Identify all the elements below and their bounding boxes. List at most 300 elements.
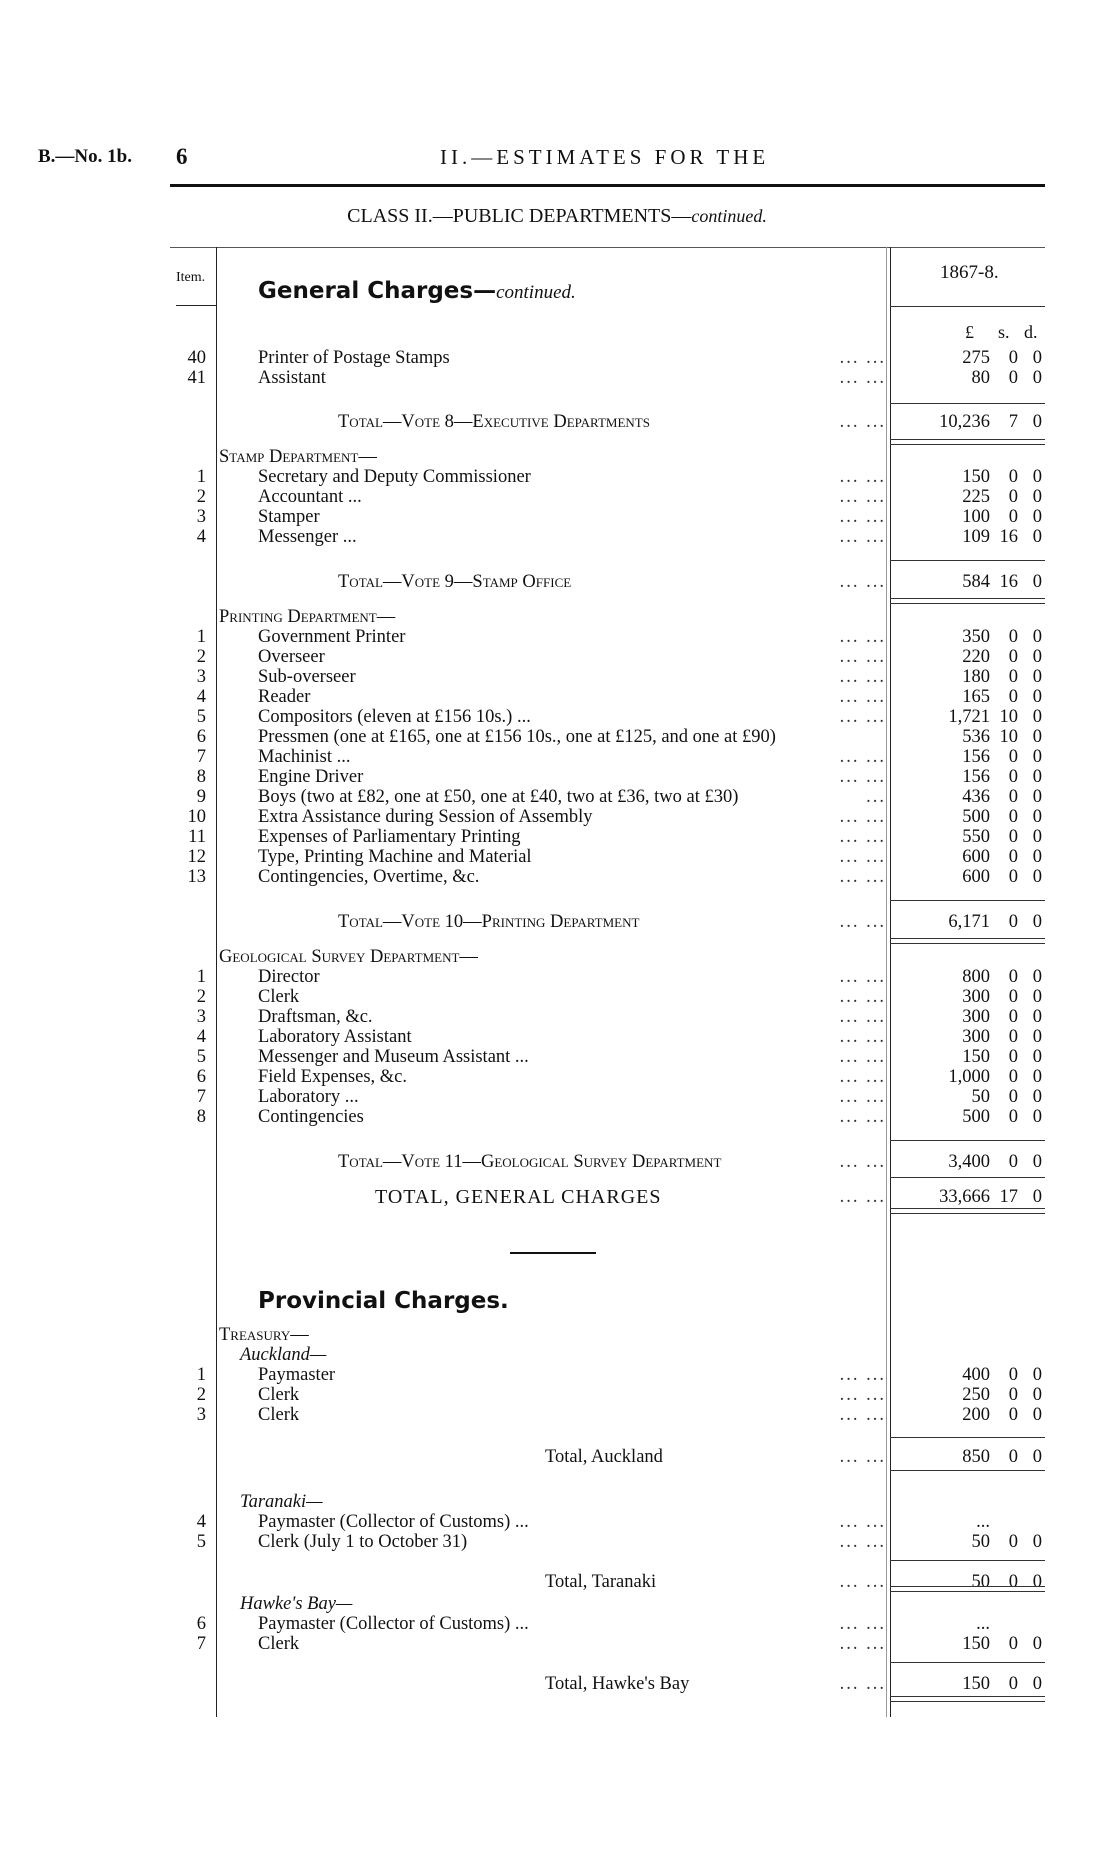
total-rule [890,560,1045,561]
rows-row [0,607,1114,627]
rows-row [0,987,1114,1007]
amount-shillings: 0 [1008,1027,1018,1047]
amount-pence: 0 [1032,847,1042,867]
amount-pence: 0 [1032,1385,1042,1405]
line-description: Stamper [258,507,320,527]
amount-pounds: 300 [962,1027,990,1047]
document-reference: B.—No. 1b. [38,146,132,167]
item-number: 13 [187,867,206,887]
shillings-header: s. [998,322,1010,342]
line-description: Compositors (eleven at £156 10s.) ... [258,707,531,727]
leader-dots: ... ... [839,912,886,932]
line-description: Printer of Postage Stamps [258,348,450,368]
amount-shillings: 0 [1008,1674,1018,1694]
amount-shillings: 10 [999,707,1018,727]
year-column-header: 1867-8. [940,262,999,283]
amount-pounds: 800 [962,967,990,987]
amount-shillings: 0 [1008,1385,1018,1405]
rows-row [0,1027,1114,1047]
leader-dots: ... ... [839,1107,886,1127]
double-total-rule [890,598,1045,604]
header-rule [170,184,1045,187]
amount-pence: 0 [1032,867,1042,887]
amount-pounds: ... [976,1614,990,1634]
leader-dots: ... ... [839,1187,886,1207]
item-number: 7 [196,747,206,767]
amount-shillings: 0 [1008,667,1018,687]
amount-pounds: 109 [962,527,990,547]
amount-pence: 0 [1032,507,1042,527]
item-header-rule [176,305,216,306]
prows-row [0,1614,1114,1634]
amount-shillings: 0 [1008,627,1018,647]
line-description: Overseer [258,647,325,667]
rows-row [0,787,1114,807]
section-divider [510,1252,596,1254]
line-description: Type, Printing Machine and Material [258,847,532,867]
line-description: Clerk [258,1634,300,1654]
amount-pounds: 300 [962,987,990,1007]
item-number: 11 [188,827,206,847]
line-description: Total—Vote 8—Executive Departments [338,412,650,432]
leader-dots: ... ... [839,412,886,432]
item-number: 3 [196,1007,206,1027]
line-description: Engine Driver [258,767,364,787]
amount-shillings: 0 [1008,827,1018,847]
line-description: TOTAL, GENERAL CHARGES [375,1186,662,1208]
amount-pence: 0 [1032,987,1042,1007]
rows-row [0,847,1114,867]
item-number: 4 [196,527,206,547]
prows-row [0,1674,1114,1694]
item-number: 3 [196,507,206,527]
rows-row [0,967,1114,987]
total-rule [890,1140,1045,1141]
item-number: 4 [196,1512,206,1532]
leader-dots: ... ... [839,747,886,767]
leader-dots: ... ... [839,847,886,867]
rows-row [0,767,1114,787]
amount-pounds: 165 [962,687,990,707]
amount-pence: 0 [1032,807,1042,827]
year-header-rule [890,306,1045,307]
amount-pounds: 50 [971,1532,990,1552]
amount-pence: 0 [1032,1047,1042,1067]
line-description: Boys (two at £82, one at £50, one at £40, two at £36, two at £30) [258,787,739,807]
rows-row [0,1007,1114,1027]
amount-shillings: 0 [1008,1447,1018,1467]
leader-dots: ... ... [839,967,886,987]
leader-dots: ... ... [839,1067,886,1087]
line-description: Paymaster (Collector of Customs) ... [258,1512,529,1532]
leader-dots: ... ... [839,707,886,727]
double-total-rule [890,1586,1045,1592]
amount-pence: 0 [1032,467,1042,487]
leader-dots: ... ... [839,487,886,507]
total-rule [890,1662,1045,1663]
item-number: 1 [196,467,206,487]
amount-pounds: 10,236 [939,412,990,432]
leader-dots: ... ... [839,1614,886,1634]
general-charges-continued: continued. [496,282,576,303]
rows-row [0,368,1114,388]
amount-pounds: 300 [962,1007,990,1027]
amount-pounds: 550 [962,827,990,847]
rows-row [0,447,1114,467]
item-number: 10 [187,807,206,827]
prows-row [0,1325,1114,1345]
line-description: Taranaki— [240,1492,323,1512]
rows-row [0,1152,1114,1172]
leader-dots: ... [866,787,886,807]
amount-pounds: 150 [962,1047,990,1067]
rows-row [0,747,1114,767]
rows-row [0,572,1114,592]
class-title [0,205,1114,228]
line-description: Total, Auckland [545,1447,663,1467]
rows-row [0,1067,1114,1087]
amount-shillings: 7 [1008,412,1018,432]
total-rule [890,1470,1045,1471]
line-description: Total, Taranaki [545,1572,657,1592]
rows-row [0,667,1114,687]
amount-pence: 0 [1032,747,1042,767]
line-description: Assistant [258,368,326,388]
amount-pounds: 1,000 [948,1067,990,1087]
amount-pence: 0 [1032,627,1042,647]
leader-dots: ... ... [839,1512,886,1532]
line-description: Printing Department— [219,607,396,627]
rows-row [0,507,1114,527]
amount-pounds: 150 [962,1674,990,1694]
item-number: 3 [196,1405,206,1425]
amount-pence: 0 [1032,1107,1042,1127]
amount-pence: 0 [1032,787,1042,807]
amount-pence: 0 [1032,1447,1042,1467]
amount-pence: 0 [1032,667,1042,687]
amount-pence: 0 [1032,1532,1042,1552]
line-description: Laboratory ... [258,1087,359,1107]
amount-shillings: 0 [1008,1152,1018,1172]
prows-row [0,1512,1114,1532]
line-description: Treasury— [219,1325,309,1345]
line-description: Total—Vote 10—Printing Department [338,912,640,932]
amount-pounds: 500 [962,807,990,827]
line-description: Machinist ... [258,747,351,767]
rows-row [0,627,1114,647]
leader-dots: ... ... [839,1405,886,1425]
amount-shillings: 0 [1008,847,1018,867]
line-description: Laboratory Assistant [258,1027,412,1047]
item-number: 5 [196,707,206,727]
leader-dots: ... ... [839,572,886,592]
leader-dots: ... ... [839,867,886,887]
amount-pence: 0 [1032,1674,1042,1694]
item-number: 8 [196,767,206,787]
amount-pence: 0 [1032,1067,1042,1087]
leader-dots: ... ... [839,1532,886,1552]
line-description: Paymaster [258,1365,336,1385]
rows-row [0,1107,1114,1127]
item-number: 1 [196,967,206,987]
item-number: 3 [196,667,206,687]
leader-dots: ... ... [839,667,886,687]
amount-shillings: 0 [1008,747,1018,767]
provincial-charges-title: Provincial Charges. [258,1288,509,1314]
line-description: Pressmen (one at £165, one at £156 10s., one at £125, and one at £90) [258,727,776,747]
leader-dots: ... ... [839,1007,886,1027]
amount-pence: 0 [1032,487,1042,507]
amount-pence: 0 [1032,572,1042,592]
item-column-header: Item. [176,270,206,285]
amount-pence: 0 [1032,348,1042,368]
line-description: Extra Assistance during Session of Assembly [258,807,593,827]
rows-row [0,412,1114,432]
amount-pounds: 3,400 [948,1152,990,1172]
amount-pounds: ... [976,1512,990,1532]
leader-dots: ... ... [839,807,886,827]
amount-pounds: 150 [962,467,990,487]
item-number: 4 [196,687,206,707]
leader-dots: ... ... [839,647,886,667]
rows-row [0,647,1114,667]
amount-pounds: 50 [971,1572,990,1592]
amount-shillings: 0 [1008,487,1018,507]
rows-row [0,687,1114,707]
amount-pounds: 200 [962,1405,990,1425]
amount-pounds: 156 [962,747,990,767]
amount-shillings: 0 [1008,1405,1018,1425]
line-description: Messenger and Museum Assistant ... [258,1047,529,1067]
amount-pence: 0 [1032,1152,1042,1172]
general-charges-title-text: General Charges— [258,278,497,304]
amount-pounds: 600 [962,867,990,887]
total-rule [890,1177,1045,1178]
amount-pounds: 100 [962,507,990,527]
amount-shillings: 0 [1008,1634,1018,1654]
amount-shillings: 0 [1008,1365,1018,1385]
rows-row [0,467,1114,487]
pence-header: d. [1024,322,1038,342]
line-description: Clerk [258,1385,300,1405]
line-description: Expenses of Parliamentary Printing [258,827,521,847]
amount-pence: 0 [1032,912,1042,932]
line-description: Clerk [258,1405,300,1425]
leader-dots: ... ... [839,987,886,1007]
amount-pence: 0 [1032,1027,1042,1047]
line-description: Accountant ... [258,487,362,507]
rows-row [0,1187,1114,1207]
amount-shillings: 0 [1008,767,1018,787]
leader-dots: ... ... [839,1634,886,1654]
amount-pence: 0 [1032,687,1042,707]
leader-dots: ... ... [839,767,886,787]
leader-dots: ... ... [839,527,886,547]
leader-dots: ... ... [839,1152,886,1172]
line-description: Paymaster (Collector of Customs) ... [258,1614,529,1634]
amount-pence: 0 [1032,827,1042,847]
class-title-continued: continued. [691,206,767,226]
item-number: 2 [196,987,206,1007]
line-description: Clerk [258,987,300,1007]
amount-pounds: 850 [962,1447,990,1467]
item-number: 5 [196,1532,206,1552]
pounds-header: £ [965,322,974,342]
leader-dots: ... ... [839,368,886,388]
leader-dots: ... ... [839,348,886,368]
prows-row [0,1492,1114,1512]
amount-pounds: 400 [962,1365,990,1385]
rows-row [0,1087,1114,1107]
amount-pounds: 180 [962,667,990,687]
amount-shillings: 0 [1008,687,1018,707]
line-description: Geological Survey Department— [219,947,478,967]
amount-pounds: 220 [962,647,990,667]
line-description: Contingencies [258,1107,364,1127]
amount-shillings: 0 [1008,912,1018,932]
amount-pounds: 500 [962,1107,990,1127]
line-description: Field Expenses, &c. [258,1067,408,1087]
amount-pounds: 436 [962,787,990,807]
rows-row [0,827,1114,847]
amount-shillings: 0 [1008,867,1018,887]
item-number: 2 [196,487,206,507]
amount-pounds: 1,721 [948,707,990,727]
item-number: 2 [196,1385,206,1405]
double-total-rule [890,439,1045,445]
amount-pounds: 150 [962,1634,990,1654]
line-description: Total—Vote 9—Stamp Office [338,572,572,592]
amount-pounds: 225 [962,487,990,507]
amount-shillings: 0 [1008,1107,1018,1127]
item-number: 41 [187,368,206,388]
amount-shillings: 0 [1008,507,1018,527]
rows-row [0,527,1114,547]
amount-pounds: 275 [962,348,990,368]
amount-shillings: 10 [999,727,1018,747]
amount-pence: 0 [1032,727,1042,747]
item-number: 40 [187,348,206,368]
item-number: 6 [196,727,206,747]
amount-shillings: 0 [1008,1572,1018,1592]
line-description: Contingencies, Overtime, &c. [258,867,480,887]
item-number: 12 [187,847,206,867]
leader-dots: ... ... [839,1674,886,1694]
line-description: Government Printer [258,627,406,647]
rows-row [0,867,1114,887]
amount-pence: 0 [1032,1405,1042,1425]
item-number: 8 [196,1107,206,1127]
line-description: Total—Vote 11—Geological Survey Department [338,1152,722,1172]
amount-shillings: 0 [1008,787,1018,807]
amount-shillings: 0 [1008,1067,1018,1087]
rows-row [0,912,1114,932]
amount-pence: 0 [1032,767,1042,787]
rows-row [0,707,1114,727]
amount-pence: 0 [1032,1187,1042,1207]
amount-pence: 0 [1032,1572,1042,1592]
amount-pence: 0 [1032,412,1042,432]
amount-shillings: 0 [1008,647,1018,667]
prows-row [0,1532,1114,1552]
table-top-rule [170,247,1045,248]
general-charges-title [258,278,576,304]
line-description: Secretary and Deputy Commissioner [258,467,531,487]
item-number: 1 [196,627,206,647]
item-number: 7 [196,1087,206,1107]
rows-row [0,727,1114,747]
amount-pence: 0 [1032,647,1042,667]
amount-shillings: 0 [1008,967,1018,987]
amount-shillings: 0 [1008,807,1018,827]
amount-shillings: 16 [999,527,1018,547]
amount-pence: 0 [1032,707,1042,727]
amount-shillings: 0 [1008,348,1018,368]
line-description: Draftsman, &c. [258,1007,373,1027]
amount-pounds: 33,666 [939,1187,990,1207]
amount-shillings: 0 [1008,1047,1018,1067]
amount-pounds: 80 [971,368,990,388]
class-title-text: CLASS II.—PUBLIC DEPARTMENTS— [347,205,692,227]
amount-shillings: 0 [1008,1007,1018,1027]
item-number: 5 [196,1047,206,1067]
amount-pounds: 536 [962,727,990,747]
amount-pence: 0 [1032,967,1042,987]
leader-dots: ... ... [839,827,886,847]
item-number: 2 [196,647,206,667]
leader-dots: ... ... [839,1447,886,1467]
line-description: Clerk (July 1 to October 31) [258,1532,468,1552]
amount-pence: 0 [1032,368,1042,388]
prows-row [0,1345,1114,1365]
amount-shillings: 16 [999,572,1018,592]
item-number: 4 [196,1027,206,1047]
leader-dots: ... ... [839,1385,886,1405]
amount-pounds: 6,171 [948,912,990,932]
leader-dots: ... ... [839,467,886,487]
amount-shillings: 17 [999,1187,1018,1207]
amount-pence: 0 [1032,1007,1042,1027]
double-total-rule [890,1208,1045,1214]
leader-dots: ... ... [839,1047,886,1067]
rows-row [0,807,1114,827]
leader-dots: ... ... [839,1027,886,1047]
line-description: Reader [258,687,311,707]
amount-pounds: 156 [962,767,990,787]
line-description: Hawke's Bay— [240,1594,353,1614]
total-rule [890,403,1045,404]
prows-row [0,1594,1114,1614]
line-description: Stamp Department— [219,447,377,467]
amount-shillings: 0 [1008,987,1018,1007]
prows-row [0,1447,1114,1467]
prows-row [0,1365,1114,1385]
rows-row [0,348,1114,368]
amount-pence: 0 [1032,527,1042,547]
line-description: Director [258,967,320,987]
item-number: 7 [196,1634,206,1654]
leader-dots: ... ... [839,1087,886,1107]
total-rule [890,1560,1045,1561]
amount-shillings: 0 [1008,1087,1018,1107]
prows-row [0,1634,1114,1654]
rows-row [0,487,1114,507]
leader-dots: ... ... [839,627,886,647]
item-number: 6 [196,1067,206,1087]
line-description: Sub-overseer [258,667,356,687]
amount-shillings: 0 [1008,368,1018,388]
prows-row [0,1405,1114,1425]
